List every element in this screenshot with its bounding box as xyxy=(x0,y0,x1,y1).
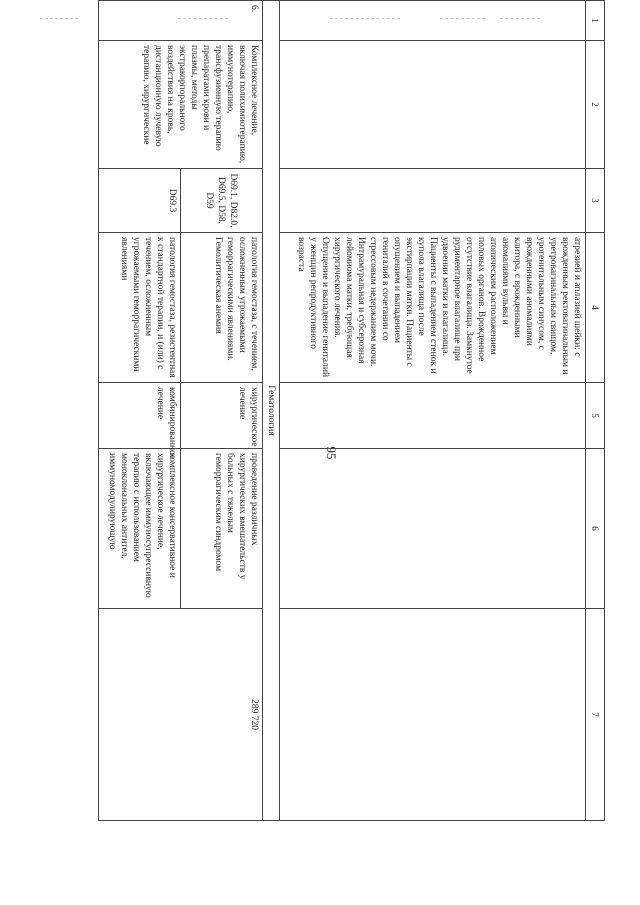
section-row xyxy=(263,1,280,821)
row-method: комплексное консервативное и хирургическое лечение, включающее иммуносупрессивную терапию с использованием моноклональных антител, иммуномодулирующую xyxy=(99,449,181,609)
col-header-3: 3 xyxy=(586,169,605,233)
col-header-7: 7 xyxy=(586,609,605,821)
cont-cell-3 xyxy=(280,169,586,233)
cont-description: атрезией и аплазией шейки; с врожденным ректовагинальным и уретровагинальным свищом, урогенитальным синусом, с врожденными аномалиями клитора, с врожденными аномалиями вульвы и атопическим расположением половых органов. Врожденное отсутствие влагалища. Замкнутое рудиментарное влагалище при удвоении матки и влагалища. Пациенты с выпадением стенок и купола влагалища после экстирпации матки. Пациенты с опущением и выпадением гениталий в сочетании со стрессовым недержанием мочи. Интрамуральная и субсерозная лейомиома матки, требующая хирургического лечения. Опущение и выпадение гениталий у женщин репродуктивного возраста xyxy=(280,233,586,383)
medical-care-table xyxy=(98,0,605,821)
table-row xyxy=(181,1,263,821)
page-number: 95 xyxy=(324,446,339,460)
col-header-1: 1 xyxy=(586,1,605,41)
section-title: Гематология xyxy=(263,1,280,821)
col-header-5: 5 xyxy=(586,383,605,449)
row-model: патология гемостаза, с течением, осложненным угрожаемыми геморрагическими явлениями. Гемолитическая анемия xyxy=(181,233,263,383)
cont-cell-2 xyxy=(280,41,586,169)
row-method: проведение различных хирургических вмешательств у больных с тяжелым геморрагическим синдромом xyxy=(181,449,263,609)
cont-cell-1 xyxy=(280,1,586,41)
row-model: патология гемостаза, резистентная к стандартной терапии, и (или) с течением, осложненным угрожаемыми геморрагическими явлениями xyxy=(99,233,181,383)
row-codes: D69.1, D82.0, D69.5, D58, D59 xyxy=(181,169,263,233)
row-codes: D69.3 xyxy=(99,169,181,233)
row-number: 6. xyxy=(99,1,263,41)
row-treatment-type: комбинированное лечение xyxy=(99,383,181,449)
col-header-6: 6 xyxy=(586,449,605,609)
rotated-table-container xyxy=(75,0,605,840)
row-name: Комплексное лечение, включая полихимиотерапию, иммунотерапию, трансфузионную терапию препаратами крови и плазмы, методы экстракорпорального воздействия на кровь, дистанционную лучевую терапию, хирургические xyxy=(99,41,263,169)
table-wrapper xyxy=(75,0,605,820)
col-header-2: 2 xyxy=(586,41,605,169)
column-number-row xyxy=(586,1,605,821)
row-price: 289 720 xyxy=(99,609,263,821)
cont-cell-6 xyxy=(280,449,586,609)
col-header-4: 4 xyxy=(586,233,605,383)
row-treatment-type: хирургическое лечение xyxy=(181,383,263,449)
cont-cell-5 xyxy=(280,383,586,449)
continuation-row xyxy=(280,1,586,821)
cont-cell-7 xyxy=(280,609,586,821)
